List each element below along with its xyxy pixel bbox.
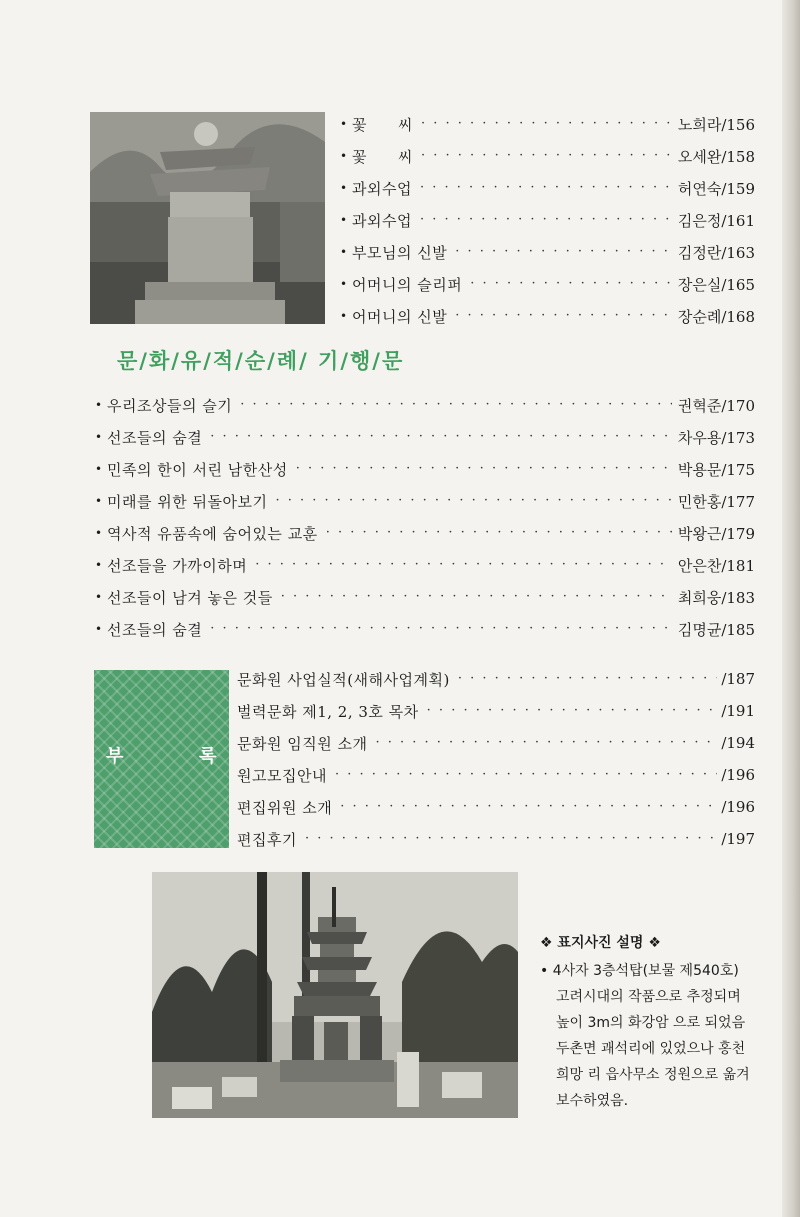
toc-item[interactable] <box>340 175 755 201</box>
dot-leader <box>275 488 671 514</box>
appendix-item-page: /196 <box>721 798 755 816</box>
dot-leader <box>305 826 717 852</box>
toc-item-title: 선조들의 숨결 <box>107 428 203 447</box>
toc-item[interactable] <box>95 520 755 546</box>
dot-leader <box>458 666 717 692</box>
pagoda-photo-bottom <box>152 872 518 1118</box>
appendix-label-box <box>94 670 229 848</box>
toc-item-author-page: 김명균/185 <box>677 620 755 639</box>
section-heading: 문/화/유/적/순/례/ 기/행/문 <box>117 349 405 373</box>
toc-item[interactable] <box>340 239 755 265</box>
appendix-item[interactable] <box>237 794 755 820</box>
toc-item-title: 부모님의 신발 <box>352 243 448 262</box>
dot-leader <box>210 616 672 642</box>
bullet: • <box>340 149 348 163</box>
toc-item-title: 선조들을 가까이하며 <box>107 556 248 575</box>
dot-leader <box>420 175 672 201</box>
bullet: • <box>95 462 103 476</box>
dot-leader <box>281 584 672 610</box>
appendix-item-title: 문화원 사업실적(새해사업계획) <box>237 670 450 689</box>
toc-item-author-page: 민한홍/177 <box>677 492 755 511</box>
bullet: • <box>340 117 348 131</box>
caption-line: 희망 리 읍사무소 정원으로 옮겨 <box>556 1067 750 1083</box>
appendix-label-char: 부 <box>106 746 124 767</box>
appendix-item-page: /194 <box>721 734 755 752</box>
dot-leader <box>427 698 718 724</box>
dot-leader <box>255 552 672 578</box>
appendix-item[interactable] <box>237 666 755 692</box>
toc-item-title: 과외수업 <box>352 179 412 198</box>
toc-item[interactable] <box>95 584 755 610</box>
toc-item-title: 미래를 위한 뒤돌아보기 <box>107 492 268 511</box>
bullet: • <box>340 181 348 195</box>
appendix-item[interactable] <box>237 698 755 724</box>
bullet: • <box>95 558 103 572</box>
appendix-item-page: /196 <box>721 766 755 784</box>
appendix-item[interactable] <box>237 762 755 788</box>
toc-item-title: 역사적 유품속에 숨어있는 교훈 <box>107 524 318 543</box>
toc-item[interactable] <box>340 207 755 233</box>
dot-leader <box>375 730 717 756</box>
toc-item-title: 어머니의 신발 <box>352 307 448 326</box>
bullet: • <box>340 213 348 227</box>
dot-leader <box>455 239 672 265</box>
pagoda-photo-top <box>90 112 325 324</box>
toc-item[interactable] <box>95 392 755 418</box>
toc-item-title: 선조들의 숨결 <box>107 620 203 639</box>
appendix-item-title: 문화원 임직원 소개 <box>237 734 368 753</box>
bullet: • <box>340 309 348 323</box>
caption-line: 고려시대의 작품으로 추정되며 <box>556 989 741 1005</box>
dot-leader <box>421 143 672 169</box>
toc-item[interactable] <box>340 303 755 329</box>
appendix-item-page: /197 <box>721 830 755 848</box>
appendix-item[interactable] <box>237 826 755 852</box>
appendix-label-char: 록 <box>199 746 217 767</box>
toc-item-title: 우리조상들의 슬기 <box>107 396 233 415</box>
toc-item-title: 민족의 한이 서린 남한산성 <box>107 460 288 479</box>
dot-leader <box>421 111 672 137</box>
caption-line: • 4사자 3층석탑(보물 제540호) <box>540 963 739 979</box>
toc-item-title: 과외수업 <box>352 211 412 230</box>
dot-leader <box>335 762 717 788</box>
appendix-item[interactable] <box>237 730 755 756</box>
toc-item[interactable] <box>95 424 755 450</box>
toc-item[interactable] <box>95 616 755 642</box>
toc-item-author-page: 장순례/168 <box>677 307 755 326</box>
bullet: • <box>95 590 103 604</box>
appendix-item-title: 편집위원 소개 <box>237 798 333 817</box>
toc-item-author-page: 차우용/173 <box>677 428 755 447</box>
toc-item[interactable] <box>340 143 755 169</box>
appendix-item-title: 편집후기 <box>237 830 297 849</box>
toc-item-author-page: 안은찬/181 <box>677 556 755 575</box>
appendix-item-title: 벌력문화 제1, 2, 3호 목차 <box>237 702 419 721</box>
appendix-item-title: 원고모집안내 <box>237 766 327 785</box>
dot-leader <box>326 520 672 546</box>
caption-line: 높이 3m의 화강암 으로 되었음 <box>556 1015 746 1031</box>
toc-item-title: 어머니의 슬리퍼 <box>352 275 463 294</box>
dot-leader <box>340 794 717 820</box>
bullet: • <box>340 277 348 291</box>
bullet: • <box>95 494 103 508</box>
appendix-item-page: /187 <box>721 670 755 688</box>
toc-item-title: 선조들이 남겨 놓은 것들 <box>107 588 273 607</box>
dot-leader <box>296 456 672 482</box>
toc-item[interactable] <box>95 456 755 482</box>
bullet: • <box>95 622 103 636</box>
toc-item-author-page: 장은실/165 <box>677 275 755 294</box>
caption-line: 두촌면 괘석리에 있었으나 홍천 <box>556 1041 746 1057</box>
toc-item-author-page: 박용문/175 <box>677 460 755 479</box>
dot-leader <box>455 303 672 329</box>
toc-item[interactable] <box>340 111 755 137</box>
dot-leader <box>420 207 672 233</box>
toc-item-author-page: 김정란/163 <box>677 243 755 262</box>
dot-leader <box>240 392 672 418</box>
toc-item[interactable] <box>340 271 755 297</box>
bullet: • <box>95 398 103 412</box>
cover-photo-caption <box>540 932 790 1114</box>
toc-item-author-page: 오세완/158 <box>677 147 755 166</box>
caption-line: 보수하였음. <box>556 1093 629 1109</box>
toc-item-title: 꽃 씨 <box>352 147 413 166</box>
dot-leader <box>210 424 672 450</box>
toc-item-author-page: 허연숙/159 <box>677 179 755 198</box>
caption-title: ❖ 표지사진 설명 ❖ <box>540 935 661 951</box>
toc-item-author-page: 박왕근/179 <box>677 524 755 543</box>
toc-item-author-page: 최희웅/183 <box>677 588 755 607</box>
bullet: • <box>340 245 348 259</box>
bullet: • <box>95 430 103 444</box>
dot-leader <box>470 271 672 297</box>
toc-item-author-page: 김은정/161 <box>677 211 755 230</box>
toc-item-author-page: 권혁준/170 <box>677 396 755 415</box>
bullet: • <box>95 526 103 540</box>
toc-item-title: 꽃 씨 <box>352 115 413 134</box>
toc-item[interactable] <box>95 488 755 514</box>
toc-item[interactable] <box>95 552 755 578</box>
toc-item-author-page: 노희라/156 <box>677 115 755 134</box>
appendix-item-page: /191 <box>721 702 755 720</box>
